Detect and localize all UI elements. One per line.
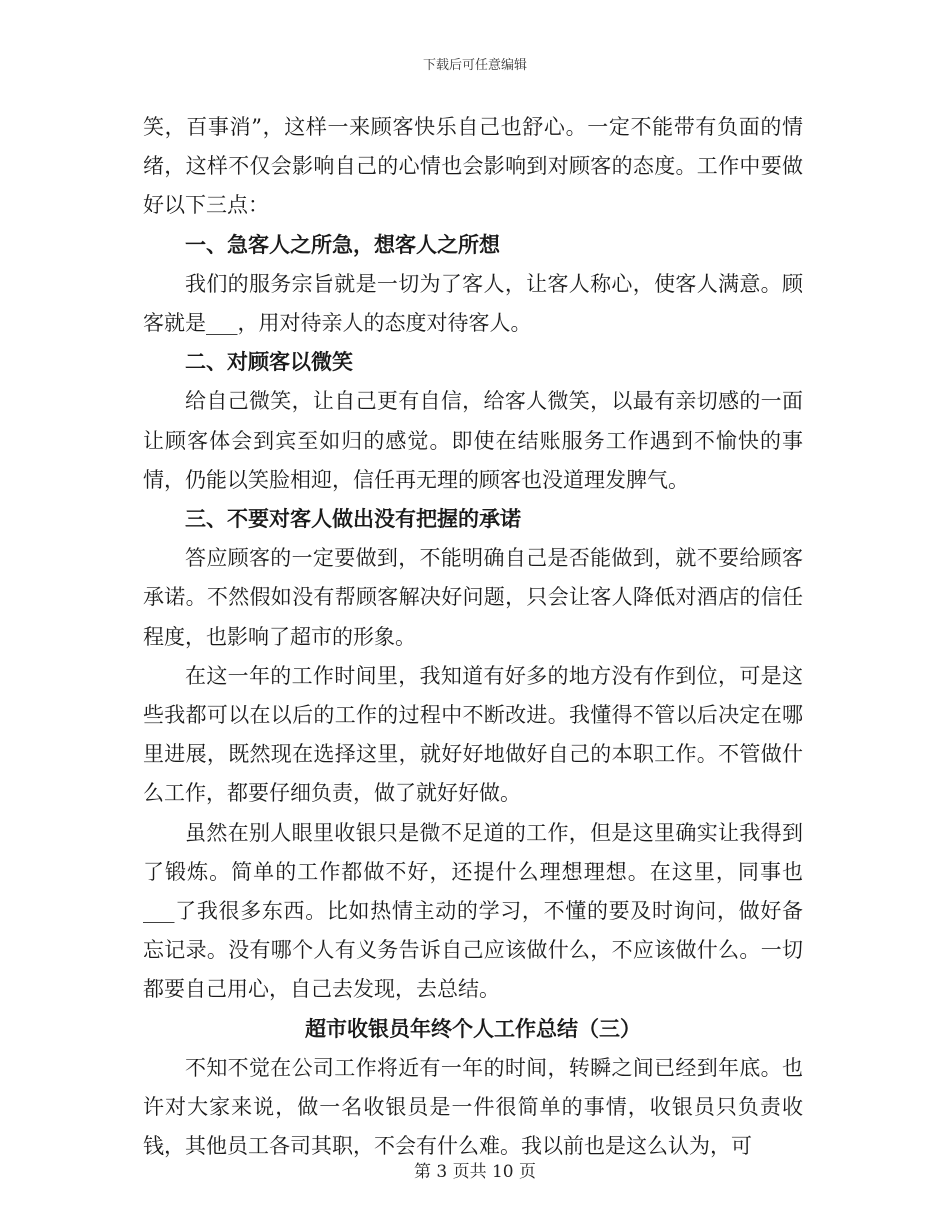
paragraph: 在这一年的工作时间里，我知道有好多的地方没有作到位，可是这些我都可以在以后的工作的过程中不断改进。我懂得不管以后决定在哪里进展，既然现在选择这里，就好好地做好自己的本职工作。不管做什么工作，都要仔细负责，做了就好好做。 bbox=[143, 663, 803, 806]
section-heading: 二、对顾客以微笑 bbox=[185, 350, 353, 375]
section-heading: 三、不要对客人做出没有把握的承诺 bbox=[185, 507, 521, 532]
paragraph: 不知不觉在公司工作将近有一年的时间，转瞬之间已经到年底。也许对大家来说，做一名收银员是一件很简单的事情，收银员只负责收钱，其他员工各司其职，不会有什么难。我以前也是这么认为，可 bbox=[143, 1055, 803, 1159]
paragraph: 笑，百事消”，这样一来顾客快乐自己也舒心。一定不能带有负面的情绪，这样不仅会影响自己的心情也会影响到对顾客的态度。工作中要做好以下三点： bbox=[143, 115, 803, 218]
paragraph: 虽然在别人眼里收银只是微不足道的工作，但是这里确实让我得到了锻炼。简单的工作都做不好，还提什么理想理想。在这里，同事也___了我很多东西。比如热情主动的学习，不懂的要及时询问，做好备忘记录。没有哪个人有义务告诉自己应该做什么，不应该做什么。一切都要自己用心，自己去发现，去总结。 bbox=[143, 820, 803, 1002]
paragraph: 给自己微笑，让自己更有自信，给客人微笑，以最有亲切感的一面让顾客体会到宾至如归的感觉。即使在结账服务工作遇到不愉快的事情，仍能以笑脸相迎，信任再无理的顾客也没道理发脾气。 bbox=[143, 389, 803, 492]
document-body bbox=[143, 108, 803, 1166]
paragraph: 我们的服务宗旨就是一切为了客人，让客人称心，使客人满意。顾客就是___，用对待亲人的态度对待客人。 bbox=[143, 271, 803, 336]
document-title: 超市收银员年终个人工作总结（三） bbox=[305, 1016, 641, 1041]
page-footer: 第 3 页共 10 页 bbox=[413, 1162, 537, 1182]
paragraph: 答应顾客的一定要做到，不能明确自己是否能做到，就不要给顾客承诺。不然假如没有帮顾客解决好问题，只会让客人降低对酒店的信任程度，也影响了超市的形象。 bbox=[143, 546, 803, 649]
section-heading: 一、急客人之所急，想客人之所想 bbox=[185, 232, 500, 257]
page-header: 下载后可任意编辑 bbox=[422, 58, 527, 73]
